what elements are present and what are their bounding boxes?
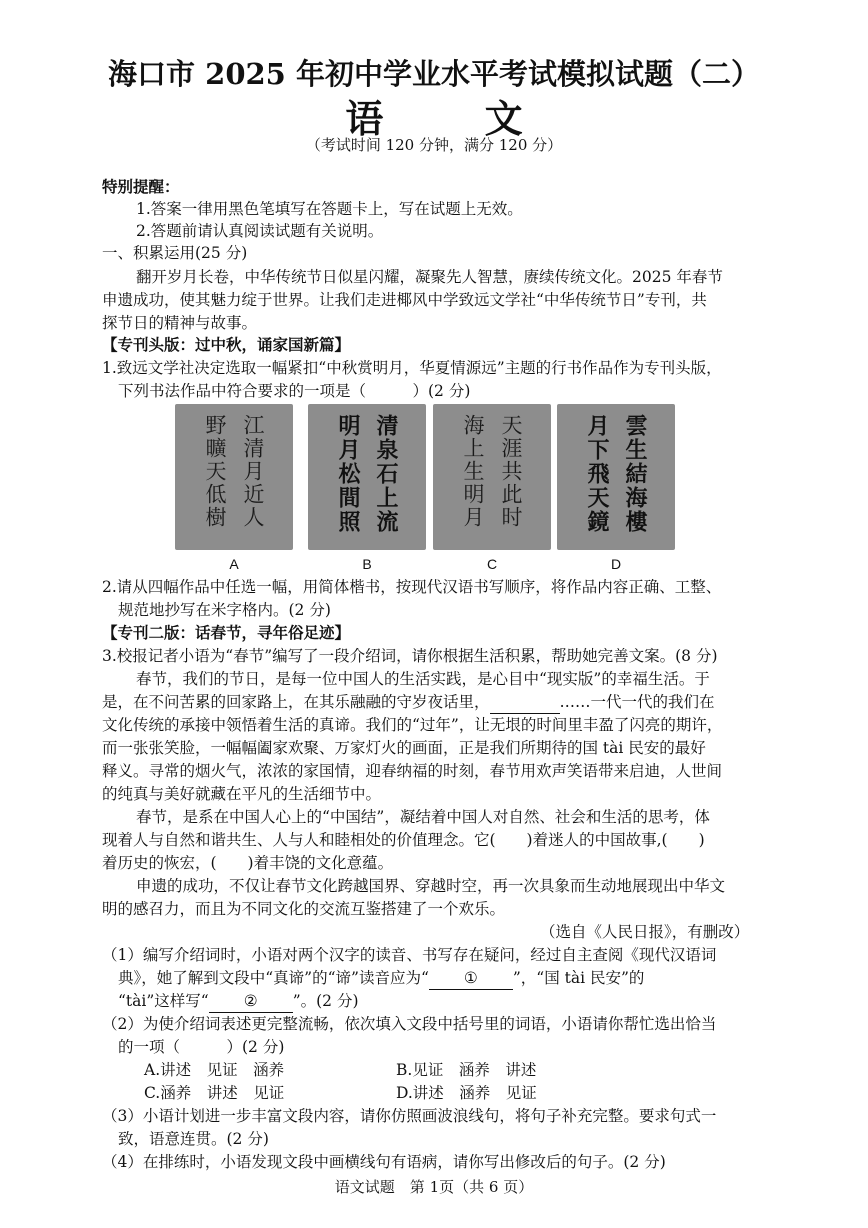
calligraphy-column: 江清月近人 [241,414,265,529]
answer-blank-1[interactable]: ① [429,967,513,990]
passage-line: 春节，我们的节日，是每一位中国人的生活实践，是心目中“现实版”的幸福生活。于 [136,670,710,688]
intro-line: 申遗成功，使其魅力绽于世界。让我们走进椰风中学致远文学社“中华传统节日”专刊，共 [102,291,707,309]
option-label-c: C [486,556,498,572]
question-3: 3.校报记者小语为“春节”编写了一段介绍词，请你根据生活积累，帮助她完善文案。(8 分) [102,647,718,665]
answer-blank[interactable] [490,691,560,714]
edition-heading: 【专刊二版：话春节，寻年俗足迹】 [102,623,351,642]
passage-line: 明的感召力，而且为不同文化的交流互鉴搭建了一个欢乐。 [102,900,506,918]
sub-question-1: “tài”这样写“ ② ”。(2 分) [118,990,359,1013]
calligraphy-column: 雲生結海樓 [622,414,648,534]
sub-question-1: （1）编写介绍词时，小语对两个汉字的读音、书写存在疑问，经过自主查阅《现代汉语词 [102,946,717,964]
subject-title: 语 文 [345,96,567,141]
calligraphy-image-b [308,404,426,550]
option-label-b: B [362,556,372,572]
passage-line: 而一张张笑脸，一幅幅阖家欢聚、万家灯火的画面，正是我们所期待的国 tài 民安的最好 [102,739,706,757]
option-a[interactable]: A.讲述 见证 涵养 [144,1061,285,1079]
passage-line: 申遗的成功，不仅让春节文化跨越国界、穿越时空，再一次具象而生动地展现出中华文 [136,877,726,895]
notice-heading: 特别提醒： [102,177,180,196]
question-1: 1.致远文学社决定选取一幅紧扣“中秋赏明月，华夏情源远”主题的行书作品作为专刊头版， [102,359,722,377]
intro-line: 翻开岁月长卷，中华传统节日似星闪耀，凝聚先人智慧，赓续传统文化。2025 年春节 [136,268,723,286]
question-2: 2.请从四幅作品中任选一幅，用简体楷书，按现代汉语书写顺序，将作品内容正确、工整、 [102,578,722,596]
calligraphy-column: 清泉石上流 [373,414,399,534]
question-2: 规范地抄写在米字格内。(2 分) [118,601,331,619]
passage-line [102,691,715,714]
edition-heading: 【专刊头版：过中秋，诵家国新篇】 [102,335,351,354]
calligraphy-column: 月下飛天鏡 [584,414,610,534]
sub-question-2: （2）为使介绍词表述更完整流畅，依次填入文段中括号里的词语，小语请你帮忙选出恰当 [102,1015,717,1033]
intro-line: 探节日的精神与故事。 [102,314,258,332]
option-d[interactable]: D.讲述 涵养 见证 [396,1084,537,1102]
question-1: 下列书法作品中符合要求的一项是（ ）(2 分) [118,382,471,400]
notice-item: 2.答题前请认真阅读试题有关说明。 [136,222,384,240]
sub-question-4: （4）在排练时，小语发现文段中画横线句有语病，请你写出修改后的句子。(2 分) [102,1153,666,1171]
passage-line: 释义。寻常的烟火气，浓浓的家国情，迎春纳福的时刻，春节用欢声笑语带来启迪，人世间 [102,762,723,780]
answer-blank-2[interactable]: ② [209,990,293,1013]
page-footer: 语文试题 第 1页（共 6 页） [334,1178,534,1196]
option-b[interactable]: B.见证 涵养 讲述 [396,1061,537,1079]
passage-text: ……一代一代的我们在 [559,693,715,711]
calligraphy-column: 明月松間照 [335,414,361,534]
sub-question-3: （3）小语计划进一步丰富文段内容，请你仿照画波浪线句，将句子补充完整。要求句式一 [102,1107,717,1125]
exam-info: （考试时间 120 分钟，满分 120 分） [305,136,563,154]
notice-item: 1.答案一律用黑色笔填写在答题卡上，写在试题上无效。 [136,200,523,218]
exam-title: 海口市 2025 年初中学业水平考试模拟试题（二） [108,57,760,91]
passage-text: 是，在不问苦累的回家路上，在其乐融融的守岁夜话里， [102,693,490,711]
calligraphy-image-a [175,404,293,550]
passage-source: （选自《人民日报》，有删改） [540,923,750,941]
calligraphy-image-d [557,404,675,550]
sub-question-1: 典》，她了解到文段中“真谛”的“谛”读音应为“ ① ”，“国 tài 民安”的 [118,967,644,990]
passage-line: 现着人与自然和谐共生、人与人和睦相处的价值理念。它( )着迷人的中国故事,( ) [102,831,705,849]
option-c[interactable]: C.涵养 讲述 见证 [144,1084,285,1102]
passage-line: 文化传统的承接中领悟着生活的真谛。我们的“过年”，让无垠的时间里丰盈了闪亮的期许， [102,716,723,734]
calligraphy-image-c [433,404,551,550]
calligraphy-column: 野曠天低樹 [203,414,227,529]
passage-line: 春节，是系在中国人心上的“中国结”，凝结着中国人对自然、社会和生活的思考，体 [136,808,710,826]
passage-line: 着历史的恢宏，( )着丰饶的文化意蕴。 [102,854,394,872]
option-label-a: A [229,556,239,572]
calligraphy-column: 天涯共此时 [499,414,523,529]
sub-question-2: 的一项（ ）(2 分) [118,1038,285,1056]
section-heading: 一、积累运用(25 分) [102,244,248,262]
option-label-d: D [610,556,622,572]
calligraphy-column: 海上生明月 [461,414,485,529]
passage-line: 的纯真与美好就藏在平凡的生活细节中。 [102,785,382,803]
sub-question-3: 致，语意连贯。(2 分) [118,1130,269,1148]
